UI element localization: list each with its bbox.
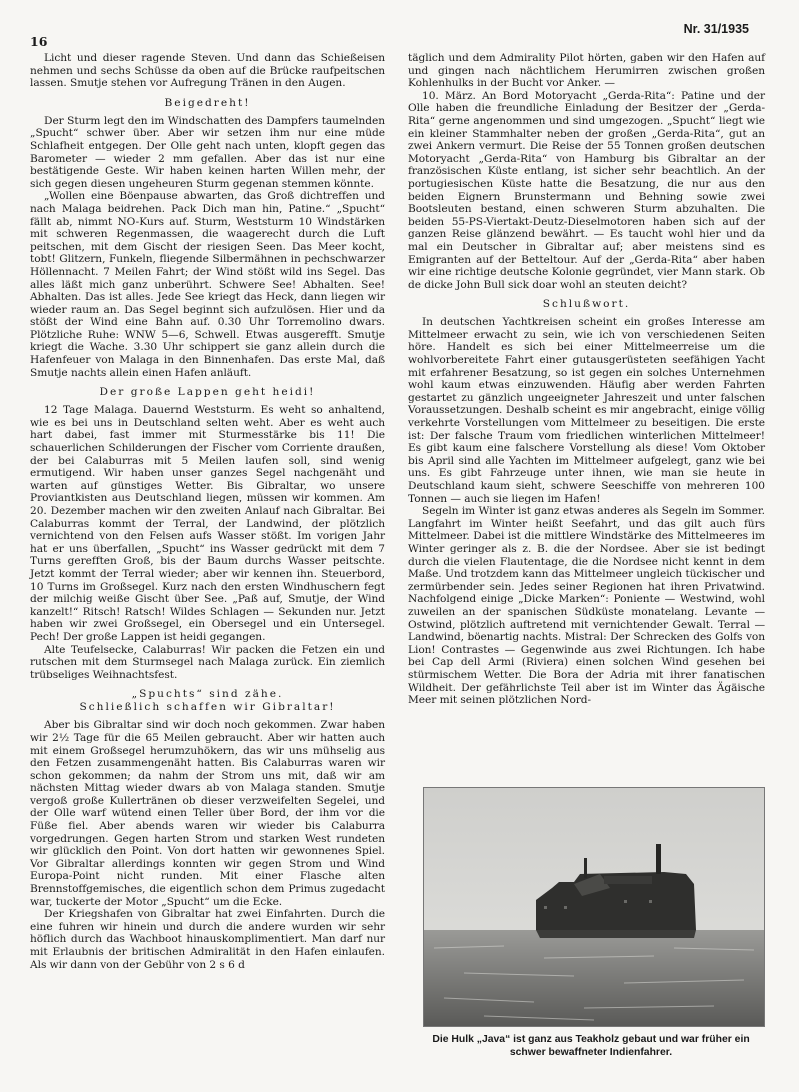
- right-column-paragraph: täglich und dem Admirality Pilot hörten, gaben wir den Hafen auf und gingen nach nächtlichem Herumirren zwischen großen Kohlenhulks in der Bucht vor Anker. —: [408, 52, 765, 90]
- left-column-paragraph: Der Kriegshafen von Gibraltar hat zwei Einfahrten. Durch die eine fuhren wir hinein und durch die andere wurden wir sehr höflich durch das Wachboot hinauskomplimentiert. Man darf nur mit Erlaubnis der britischen Admiralität in den Hafen einlaufen. Als wir dann von der Gebühr von 2 s 6 d: [30, 908, 385, 971]
- left-column-paragraph: Licht und dieser ragende Steven. Und dann das Schießeisen nehmen und sechs Schüsse da oben auf die Brücke raufpeitschen lassen. Smutje stehen vor Aufregung Tränen in den Augen.: [30, 52, 385, 90]
- left-column-paragraph: Alte Teufelsecke, Calaburras! Wir packen die Fetzen ein und rutschen mit dem Sturmsegel nach Malaga zurück. Ein ziemlich trübseliges Weihnachtsfest.: [30, 643, 385, 681]
- right-column-paragraph: Segeln im Winter ist ganz etwas anderes als Segeln im Sommer. Langfahrt im Winter heißt Seefahrt, und das gilt auch fürs Mittelmeer. Dabei ist die mittlere Windstärke des Mittelmeeres im Winter geringer als z. B. die der Nordsee. Aber sie ist bedingt durch die vielen Flautentage, die die Nordsee nicht kennt in dem Maße. Und trotzdem kann das Mittelmeer ungleich tückischer und zermürbender sein. Jedes seiner Regionen hat ihren Privatwind. Nachfolgend einige „Dicke Marken“: Poniente — Westwind, wohl zuweilen an der spanischen Südküste monatelang. Levante — Ostwind, plötzlich auftretend mit vernichtender Gewalt. Terral — Landwind, böenartig nachts. Mistral: Der Schrecken des Golfs von Lion! Contrastes — Gegenwinde aus zwei Richtungen. Ich habe bei Cap dell Armi (Riviera) einen solchen Wind gesehen bei stürmischem Wetter. Die Bora der Adria mit ihrer fanatischen Wildheit. Der gefährlichste Teil aber ist im Winter das Ägäische Meer mit seinen plötzlichen Nord-: [408, 505, 765, 707]
- left-column-heading: Der große Lappen geht heidi!: [99, 386, 316, 399]
- right-column-paragraph: In deutschen Yachtkreisen scheint ein großes Interesse am Mittelmeer erwacht zu sein, wie ich von verschiedenen Seiten höre. Handelt es sich bei einer Mittelmeerreise um die wohlvorbereitete Fahrt einer gutausgerüsteten seefähigen Yacht mit erfahrener Besatzung, so ist gegen ein solches Unternehmen wohl kaum etwas einzuwenden. Häufig aber werden Fahrten gestartet zu gänzlich ungeeigneter Jahreszeit und unter falschen Voraussetzungen. Deshalb scheint es mir angebracht, einige völlig verkehrte Vorstellungen vom Mittelmeer zu beseitigen. Die erste ist: Der falsche Traum vom friedlichen winterlichen Mittelmeer! Es gibt kaum eine falschere Vorstellung als diese! Vom Oktober bis April sind alle Yachten im Mittelmeer aufgelegt, ganz wie bei uns. Es gibt Fahrzeuge unter ihnen, wie man sie heute in Deutschland kaum sieht, schwere Seeschiffe von mehreren 100 Tonnen — auch sie liegen im Hafen!: [408, 316, 765, 505]
- right-column-heading: Schlußwort.: [542, 298, 631, 311]
- ship-hulk-photo: [423, 787, 765, 1027]
- left-column-heading: „Spuchts“ sind zähe. Schließlich schaffen wir Gibraltar!: [79, 688, 336, 714]
- right-column-paragraph: 10. März. An Bord Motoryacht „Gerda-Rita“: Patine und der Olle haben die freundliche Einladung der Besitzer der „Gerda-Rita“ gerne angenommen und sind umgezogen. „Spucht“ liegt wie ein kleiner Stammhalter neben der großen „Gerda-Rita“, gut an zwei Ankern vermurt. Die Reise der 55 Tonnen großen deutschen Motoryacht „Gerda-Rita“ von Hamburg bis Gibraltar an der französischen Küste entlang, ist sicher sehr beachtlich. An der portugiesischen Küste hatte die Besatzung, die nur aus den beiden Eignern Brunstermann und Behning sowie zwei Bootsleuten bestand, einen schweren Sturm abzuhalten. Die beiden 55-PS-Viertakt-Deutz-Dieselmotoren haben sich auf der ganzen Reise glänzend bewährt. — Es taucht wohl hier und da mal ein Deutscher in Gibraltar auf; aber meistens sind es Emigranten auf der Betteltour. Auf der „Gerda-Rita“ aber haben wir eine richtige deutsche Kolonie gegründet, vier Mann stark. Ob de dicke John Bull sick doar wohl an steuten deicht?: [408, 89, 765, 291]
- left-column-heading: Beigedreht!: [164, 96, 251, 109]
- right-column: [408, 52, 765, 707]
- left-column-paragraph: „Wollen eine Böenpause abwarten, das Groß dichtreffen und nach Malaga beidrehen. Pack Dich man hin, Patine.“ „Spucht“ fällt ab, nimmt NO-Kurs auf. Sturm, Weststurm 10 Windstärken mit schweren Regenmassen, die waagerecht durch die Luft peitschen, mit dem Gischt der riesigen Seen. Das Meer kocht, tobt! Glitzern, Funkeln, fliegende Silbermähnen in pechschwarzer Höllennacht. 7 Meilen Fahrt; der Wind stößt wild ins Segel. Das alles läßt mich ganz unberührt. Schwere See! Abhalten. See! Abhalten. Das ist alles. Jede See kriegt das Heck, dann liegen wir wieder raum an. Das Segel beginnt sich aufzulösen. Hier und da stößt der Wind eine Bahn auf. 0.30 Uhr Torremolino dwars. Plötzliche Ruhe: WNW 5—6, Schwell. Etwas ausgerefft. Smutje kriegt die Wache. 3.30 Uhr schippert sie ganz allein durch die Hafenfeuer von Malaga in den Binnenhafen. Das erste Mal, daß Smutje nachts allein einen Hafen anläuft.: [30, 190, 385, 379]
- left-column-paragraph: 12 Tage Malaga. Dauernd Weststurm. Es weht so anhaltend, wie es bei uns in Deutschland selten weht. Aber es weht auch hart dabei, fast immer mit Sturmesstärke bis 11! Die schauerlichen Schilderungen der Fischer vom Corriente draußen, der bei Calaburras mit 5 Meilen laufen soll, sind wenig ermutigend. Wir haben unser ganzes Segel nachgenäht und warten auf günstiges Wetter. Bis Gibraltar, wo unsere Proviantkisten aus Deutschland liegen, müssen wir kommen. Am 20. Dezember machen wir den zweiten Anlauf nach Gibraltar. Bei Calaburras kommt der Terral, der Landwind, der plötzlich vernichtend von den Felsen aufs Wasser stößt. Im vorigen Jahr hat er uns überfallen, „Spucht“ ins Wasser gedrückt mit dem 7 Turns gerefften Groß, bis der Baum durchs Wasser peitschte. Jetzt kommt der Terral wieder; aber wir kennen ihn. Steuerbord, 10 Turns im Großsegel. Kurz nach den ersten Windhuschern fegt der milchig weiße Gischt über See. „Paß auf, Smutje, der Wind kanzelt!“ Ritsch! Ratsch! Wildes Schlagen — Sekunden nur. Jetzt haben wir zwei Großsegel, ein Obersegel und ein Untersegel. Pech! Der große Lappen ist heidi gegangen.: [30, 404, 385, 643]
- left-column-paragraph: Der Sturm legt den im Windschatten des Dampfers taumelnden „Spucht“ schwer über. Aber wir setzen ihm nur eine müde Schlafheit entgegen. Der Olle geht nach unten, klopft gegen das Barometer — wieder 2 mm gefallen. Aber das ist nur eine bestätigende Geste. Wir haben keinen harten Willen mehr, der sich gegen diesen ungeheuren Sturm gegenan stemmen könnte.: [30, 114, 385, 190]
- page-number: 16: [30, 34, 48, 49]
- photo-caption: Die Hulk „Java“ ist ganz aus Teakholz gebaut und war früher ein schwer bewaffneter Indienfahrer.: [432, 1034, 750, 1058]
- left-column-paragraph: Aber bis Gibraltar sind wir doch noch gekommen. Zwar haben wir 2½ Tage für die 65 Meilen gebraucht. Aber wir hatten auch mit einem Großsegel herumzuhökern, das wir uns mühselig aus den Fetzen zusammengenäht hatten. Bis Calaburras waren wir schon gekommen; da nahm der Strom uns mit, daß wir am nächsten Mittag wieder dwars ab von Malaga standen. Smutje vergoß große Kullertränen ob dieser verzweifelten Segelei, und der Olle warf wütend einen Teller über Bord, der ihm vor die Füße fiel. Aber abends waren wir wieder bis Calaburra vorgedrungen. Gegen harten Strom und starken West rundeten wir glücklich den Point. Von dort hatten wir gewonnenes Spiel. Vor Gibraltar allerdings konnten wir gegen Strom und Wind Europa-Point nicht runden. Mit einer Flasche alten Brennstoffgemisches, die eigentlich schon dem Primus zugedacht war, tuckerte der Motor „Spucht“ um die Ecke.: [30, 719, 385, 908]
- left-column: [30, 52, 385, 971]
- issue-number: Nr. 31/1935: [683, 22, 749, 36]
